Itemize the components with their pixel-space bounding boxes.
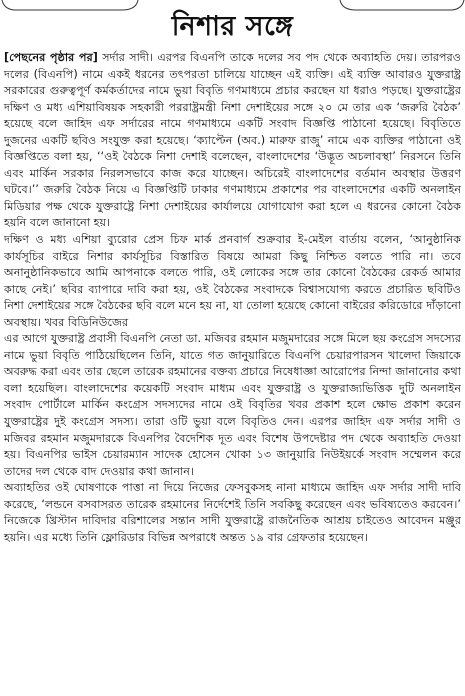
article-paragraph — [4, 331, 461, 480]
continuation-marker: [পেছনের পৃষ্ঠার পর] — [4, 51, 98, 64]
paragraph-text: এর আগে যুক্তরাষ্ট্র প্রবাসী বিএনপি নেতা ডা. মজিবর রহমান মজুমদারের সঙ্গে মিলে ছয় কংগ্রেস সদস্যের নামে ভুয়া বিবৃতি পাঠিয়েছিলেন তিনি, যাতে গত জানুয়ারিতে বিএনপি চেয়ারপারসন খালেদা জিয়াকে অবরুদ্ধ করা এবং তার ছেলে তারেক রহমানের বক্তব্য প্রচারে নিষেধাজ্ঞা আরোপের নিন্দা জানানোর কথা বলা হয়েছিল। বাংলাদেশের কয়েকটি সংবাদ মাধ্যম এবং যুক্তরাষ্ট্র ও যুক্তরাজ্যভিত্তিক দুটি অনলাইন সংবাদ পোর্টালে মার্কিন কংগ্রেস সদস্যদের নামে ওই বিবৃতির খবর প্রকাশ হলে ক্ষোভ প্রকাশ করেন যুক্তরাষ্ট্রের দুই কংগ্রেস সদস্য। তারা ওটি ভুয়া বলে বিবৃতিও দেন। এরপর জাহিদ এফ সর্দার সাদী ও মজিবর রহমান মজুমদারকে বিএনপির বৈদেশিক দূত এবং বিশেষ উপদেষ্টার পদ থেকে অব্যাহতি দেওয়া হয়। বিএনপির ভাইস চেয়ারম্যান সাদেক হোসেন খোকা ১৩ জানুয়ারি নিউইয়র্কে সংবাদ সম্মেলন করে তাদের দল থেকে বাদ দেওয়ার কথা জানান। — [4, 332, 461, 478]
headline: নিশার সঙ্গে — [171, 11, 294, 42]
paragraph-text: অব্যাহতির ওই ঘোষণাকে পাত্তা না দিয়ে নিজের ফেসবুকসহ নানা মাধ্যমে জাহিদ এফ সর্দার সাদী দাবি করেছে, ‘লন্ডনে বসবাসরত তারেক রহমানের নির্দেশেই তিনি সবকিছু করেছেন এবং ভবিষ্যতেও করবেন।’ নিজেকে খ্রিস্টান দাবিদার বরিশালের সন্তান সাদী যুক্তরাষ্ট্রে রাজনৈতিক আশ্রয় চাইতেও আবেদন মঞ্জুর হয়নি। এর মধ্যে তিনি ফ্লোরিডার বিভিন্ন অপরাধে অন্তত ১৯ বার গ্রেফতার হয়েছেন। — [4, 481, 461, 544]
article-paragraph — [4, 232, 461, 331]
article-paragraph — [4, 480, 461, 546]
paragraph-text: দক্ষিণ ও মধ্য এশিয়া ব্যুরোর প্রেস চিফ মার্ক প্রনবার্গ শুক্রবার ই-মেইল বার্তায় বলেন, ‘আনুষ্ঠানিক কার্যসূচির বাইরে নিশার কার্যসূচির বিস্তারিত বিষয়ে আমরা কিছু নিশ্চিত বলতে পারি না। তবে অনানুষ্ঠানিকভাবে আমি আপনাকে বলতে পারি, ওই লোকের সঙ্গে তার কোনো বৈঠকের রেকর্ড আমার কাছে নেই।’ ছবির ব্যাপারে দাবি করা হয়, ওই বৈঠকের সংবাদকে বিশ্বাসযোগ্য করতে প্রচারিত ছবিটিও নিশা দেশাইয়ের সঙ্গে বৈঠকের ছবি বলে মনে হয় না, যা তোলা হয়েছে কোনো বাইরের করিডোরে দাঁড়ানো অবস্থায়। খবর বিডিনিউজের — [4, 233, 461, 329]
article-paragraph — [4, 50, 461, 232]
paragraph-text: সর্দার সাদী। এরপর বিএনপি তাকে দলের সব পদ থেকে অব্যাহতি দেয়। তারপরও দলের (বিএনপি) নামে একই ধরনের তৎপরতা চালিয়ে যাচ্ছেন এই ব্যক্তি। এই ব্যক্তি আবারও যুক্তরাষ্ট্র সরকারের গুরুত্বপূর্ণ কর্মকর্তাদের নামে ভুয়া বিবৃতি গণমাধ্যমে প্রচার করছেন যা ধরাও পড়ছে। যুক্তরাষ্ট্রের দক্ষিণ ও মধ্য এশিয়াবিষয়ক সহকারী পররাষ্ট্রমন্ত্রী নিশা দেশাইয়ের সঙ্গে ২০ মে তার এক ‘জরুরি বৈঠক’ হয়েছে বলে জাহিদ এফ সর্দারের নামে গণমাধ্যমে একটি সংবাদ বিজ্ঞপ্তি পাঠানো হয়েছে। বিবৃতিতে দুজনের একটি ছবিও সংযুক্ত করা হয়েছে। ‘ক্যাপ্টেন (অব.) মারুফ রাজু’ নামে এক ব্যক্তির পাঠানো ওই বিজ্ঞপ্তিতে বলা হয়, ‘‘ওই বৈঠকে নিশা দেশাই বলেছেন, বাংলাদেশের ‘উদ্ভূত অচলাবস্থা’ নিরসনে তিনি এবং মার্কিন সরকার নিরলসভাবে কাজ করে যাচ্ছেন। অচিরেই বাংলাদেশের বর্তমান অবস্থার উত্তরণ ঘটবে।’’ জরুরি বৈঠক নিয়ে এ বিজ্ঞপ্তিটি ঢাকার গণমাধ্যমে প্রকাশের পর বাংলাদেশের একটি অনলাইন মিডিয়ার পক্ষ থেকে যুক্তরাষ্ট্রে নিশা দেশাইয়ের কার্যালয়ে যোগাযোগ করা হলে এ ধরনের কোনো বৈঠক হয়নি বলে জানানো হয়। — [4, 51, 461, 230]
article-body — [4, 50, 461, 546]
